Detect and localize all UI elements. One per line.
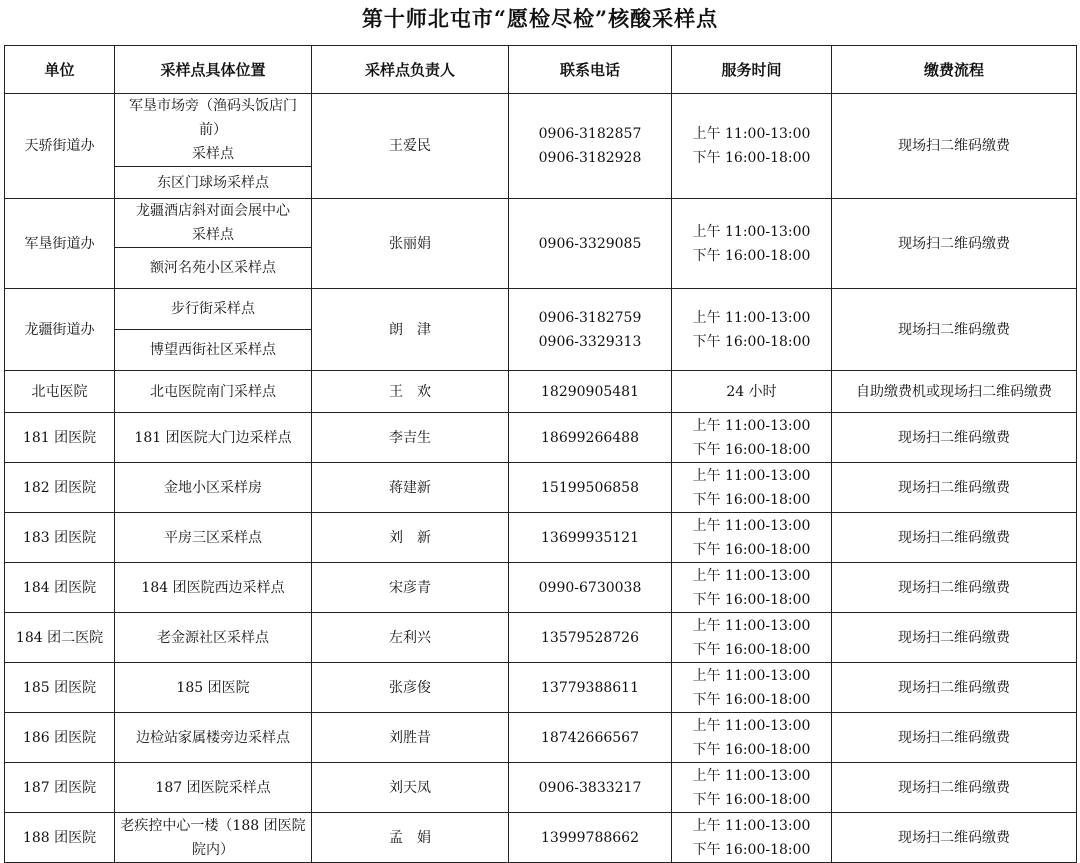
time-cell: 上午 11:00-13:00 下午 16:00-18:00 xyxy=(672,613,832,663)
location-cell: 边检站家属楼旁边采样点 xyxy=(115,713,312,763)
payment-cell: 自助缴费机或现场扫二维码缴费 xyxy=(832,371,1077,413)
page-title: 第十师北屯市“愿检尽检”核酸采样点 xyxy=(361,6,719,31)
location-cell: 老疾控中心一楼（188 团医院 院内） xyxy=(115,813,312,863)
time-cell: 上午 11:00-13:00 下午 16:00-18:00 xyxy=(672,663,832,713)
person-cell: 王爱民 xyxy=(312,94,509,199)
table-row xyxy=(5,513,1077,563)
table-row xyxy=(5,563,1077,613)
table-row xyxy=(5,463,1077,513)
payment-cell: 现场扫二维码缴费 xyxy=(832,563,1077,613)
person-cell: 蒋建新 xyxy=(312,463,509,513)
location-cell: 步行街采样点 xyxy=(115,289,312,330)
unit-cell: 184 团医院 xyxy=(5,563,115,613)
location-cell: 平房三区采样点 xyxy=(115,513,312,563)
person-cell: 刘 新 xyxy=(312,513,509,563)
payment-cell: 现场扫二维码缴费 xyxy=(832,463,1077,513)
phone-cell: 13999788662 xyxy=(509,813,672,863)
time-cell: 上午 11:00-13:00 下午 16:00-18:00 xyxy=(672,199,832,289)
table-header-row xyxy=(5,46,1077,94)
location-cell: 龙疆酒店斜对面会展中心 采样点 xyxy=(115,199,312,248)
location-cell: 北屯医院南门采样点 xyxy=(115,371,312,413)
unit-cell: 186 团医院 xyxy=(5,713,115,763)
payment-cell: 现场扫二维码缴费 xyxy=(832,199,1077,289)
phone-cell: 18699266488 xyxy=(509,413,672,463)
table-row xyxy=(5,663,1077,713)
person-cell: 刘胜昔 xyxy=(312,713,509,763)
payment-cell: 现场扫二维码缴费 xyxy=(832,663,1077,713)
unit-cell: 183 团医院 xyxy=(5,513,115,563)
location-cell: 老金源社区采样点 xyxy=(115,613,312,663)
table-row xyxy=(5,613,1077,663)
phone-cell: 15199506858 xyxy=(509,463,672,513)
person-cell: 刘天凤 xyxy=(312,763,509,813)
unit-cell: 181 团医院 xyxy=(5,413,115,463)
person-cell: 张丽娟 xyxy=(312,199,509,289)
location-cell: 额河名苑小区采样点 xyxy=(115,248,312,289)
header-payment: 缴费流程 xyxy=(832,46,1077,94)
table-row xyxy=(5,813,1077,863)
payment-cell: 现场扫二维码缴费 xyxy=(832,813,1077,863)
person-cell: 王 欢 xyxy=(312,371,509,413)
person-cell: 宋彦青 xyxy=(312,563,509,613)
time-cell: 上午 11:00-13:00 下午 16:00-18:00 xyxy=(672,463,832,513)
payment-cell: 现场扫二维码缴费 xyxy=(832,613,1077,663)
location-cell: 东区门球场采样点 xyxy=(115,167,312,199)
phone-cell: 0906-3833217 xyxy=(509,763,672,813)
phone-cell: 13579528726 xyxy=(509,613,672,663)
location-cell: 军垦市场旁（渔码头饭店门前） 采样点 xyxy=(115,94,312,167)
phone-cell: 0906-3329085 xyxy=(509,199,672,289)
location-cell: 金地小区采样房 xyxy=(115,463,312,513)
time-cell: 上午 11:00-13:00 下午 16:00-18:00 xyxy=(672,563,832,613)
unit-cell: 185 团医院 xyxy=(5,663,115,713)
location-cell: 博望西街社区采样点 xyxy=(115,330,312,371)
unit-cell: 北屯医院 xyxy=(5,371,115,413)
header-unit: 单位 xyxy=(5,46,115,94)
person-cell: 李吉生 xyxy=(312,413,509,463)
table-row xyxy=(5,371,1077,413)
unit-cell: 188 团医院 xyxy=(5,813,115,863)
person-cell: 张彦俊 xyxy=(312,663,509,713)
header-person: 采样点负责人 xyxy=(312,46,509,94)
header-location: 采样点具体位置 xyxy=(115,46,312,94)
person-cell: 孟 娟 xyxy=(312,813,509,863)
time-cell: 上午 11:00-13:00 下午 16:00-18:00 xyxy=(672,94,832,199)
header-phone: 联系电话 xyxy=(509,46,672,94)
unit-cell: 龙疆街道办 xyxy=(5,289,115,371)
time-cell: 上午 11:00-13:00 下午 16:00-18:00 xyxy=(672,713,832,763)
header-service-time: 服务时间 xyxy=(672,46,832,94)
time-cell: 24 小时 xyxy=(672,371,832,413)
phone-cell: 0990-6730038 xyxy=(509,563,672,613)
location-cell: 187 团医院采样点 xyxy=(115,763,312,813)
location-cell: 185 团医院 xyxy=(115,663,312,713)
payment-cell: 现场扫二维码缴费 xyxy=(832,713,1077,763)
payment-cell: 现场扫二维码缴费 xyxy=(832,763,1077,813)
sampling-points-table xyxy=(4,45,1077,863)
unit-cell: 军垦街道办 xyxy=(5,199,115,289)
time-cell: 上午 11:00-13:00 下午 16:00-18:00 xyxy=(672,813,832,863)
table-row xyxy=(5,413,1077,463)
payment-cell: 现场扫二维码缴费 xyxy=(832,94,1077,199)
location-cell: 184 团医院西边采样点 xyxy=(115,563,312,613)
person-cell: 左利兴 xyxy=(312,613,509,663)
table-row xyxy=(5,713,1077,763)
table-row xyxy=(5,94,1077,167)
time-cell: 上午 11:00-13:00 下午 16:00-18:00 xyxy=(672,513,832,563)
payment-cell: 现场扫二维码缴费 xyxy=(832,289,1077,371)
phone-cell: 13779388611 xyxy=(509,663,672,713)
person-cell: 朗 津 xyxy=(312,289,509,371)
phone-cell: 0906-3182857 0906-3182928 xyxy=(509,94,672,199)
unit-cell: 184 团二医院 xyxy=(5,613,115,663)
phone-cell: 18742666567 xyxy=(509,713,672,763)
phone-cell: 0906-3182759 0906-3329313 xyxy=(509,289,672,371)
table-row xyxy=(5,289,1077,330)
payment-cell: 现场扫二维码缴费 xyxy=(832,513,1077,563)
time-cell: 上午 11:00-13:00 下午 16:00-18:00 xyxy=(672,413,832,463)
phone-cell: 18290905481 xyxy=(509,371,672,413)
table-row xyxy=(5,763,1077,813)
phone-cell: 13699935121 xyxy=(509,513,672,563)
unit-cell: 天骄街道办 xyxy=(5,94,115,199)
payment-cell: 现场扫二维码缴费 xyxy=(832,413,1077,463)
unit-cell: 187 团医院 xyxy=(5,763,115,813)
unit-cell: 182 团医院 xyxy=(5,463,115,513)
table-row xyxy=(5,199,1077,248)
location-cell: 181 团医院大门边采样点 xyxy=(115,413,312,463)
time-cell: 上午 11:00-13:00 下午 16:00-18:00 xyxy=(672,763,832,813)
time-cell: 上午 11:00-13:00 下午 16:00-18:00 xyxy=(672,289,832,371)
